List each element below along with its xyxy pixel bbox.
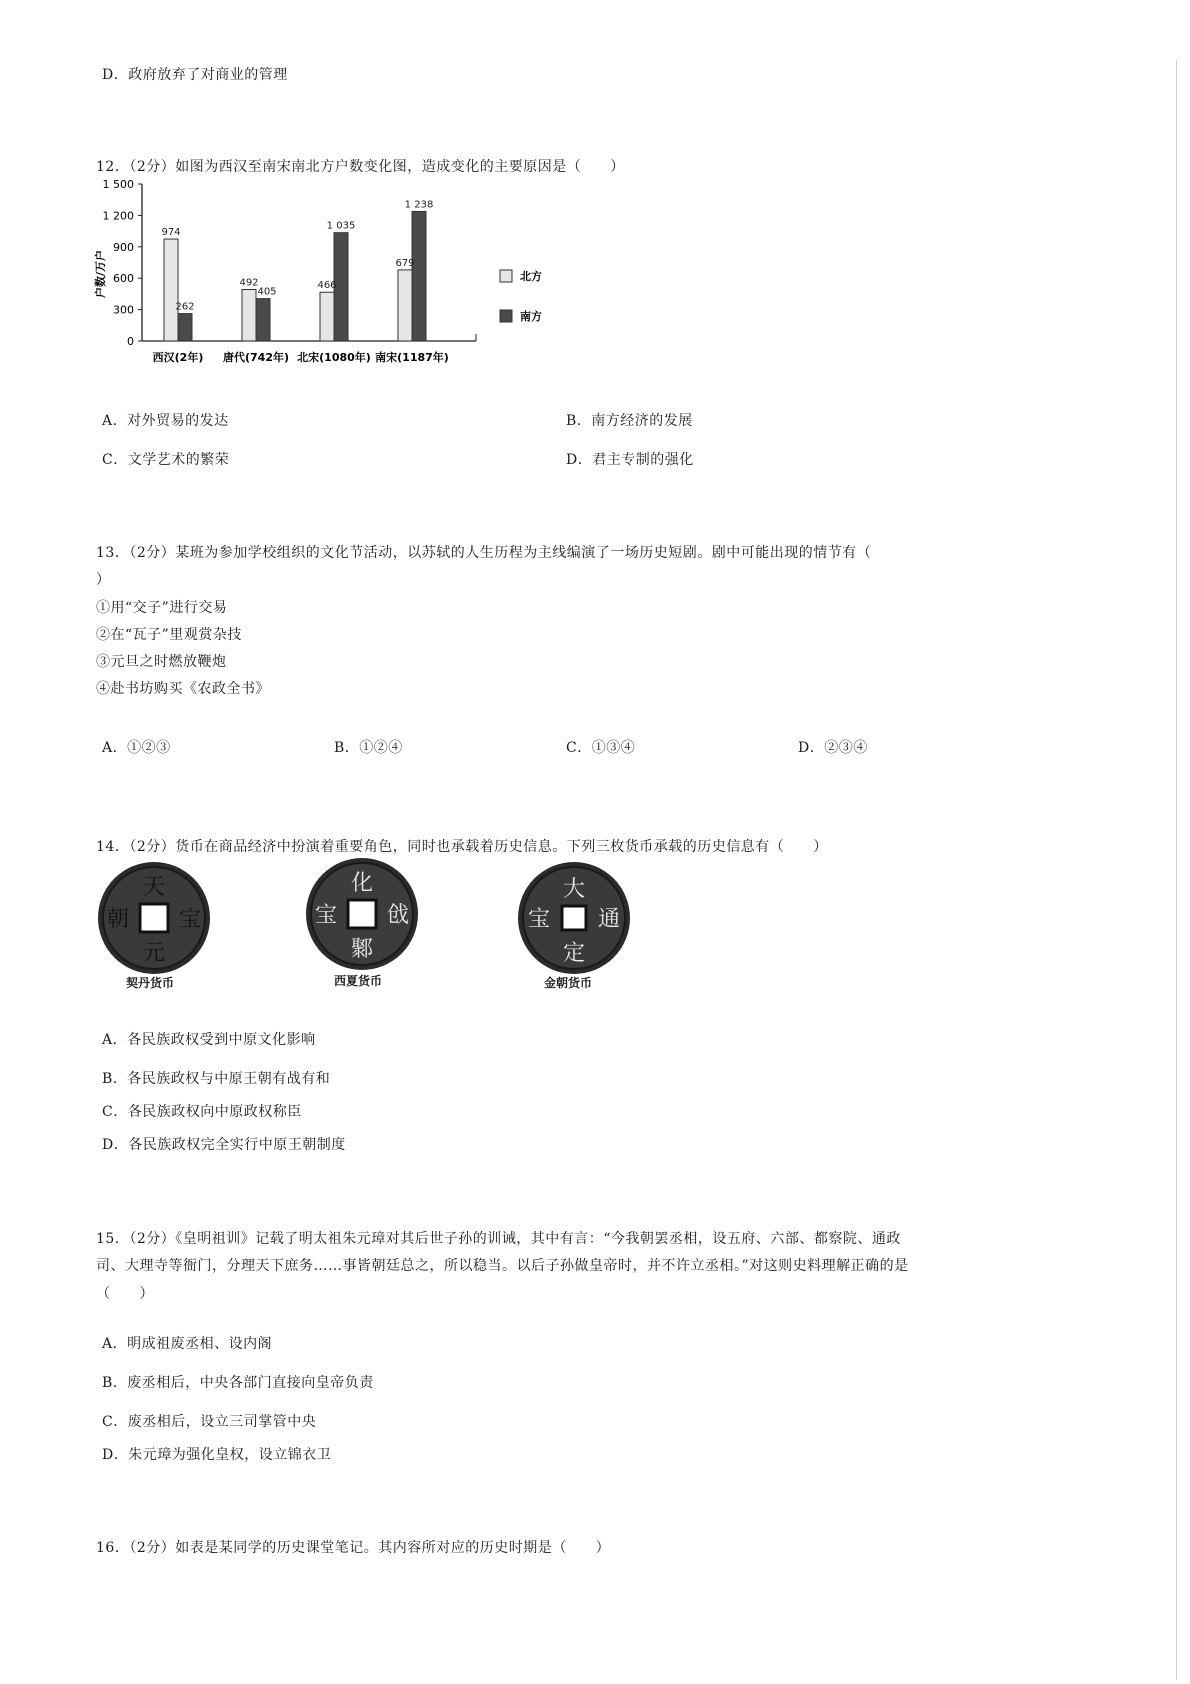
q14-option-d[interactable]: D．各民族政权完全实行中原王朝制度: [102, 1137, 346, 1153]
south-value-label: 1 035: [326, 220, 356, 232]
svg-text:戗: 戗: [386, 903, 410, 928]
q14-option-c[interactable]: C．各民族政权向中原政权称臣: [102, 1104, 302, 1120]
q12-option-d[interactable]: D．君主专制的强化: [566, 452, 694, 468]
legend-north-swatch: [500, 270, 512, 282]
x-category-label: 唐代(742年): [222, 351, 290, 364]
qidan-coin-label: 契丹货币: [126, 976, 175, 990]
q15-stem-line2: 司、大理寺等衙门，分理天下庶务……事皆朝廷总之，所以稳当。以后子孙做皇帝时，并不许立丞相。”对这则史料理解正确的是: [96, 1258, 909, 1274]
y-tick-label: 1 500: [102, 178, 134, 191]
q13-stem-line1: 13．（2分）某班为参加学校组织的文化节活动，以苏轼的人生历程为主线编演了一场历史短剧。剧中可能出现的情节有（: [96, 545, 872, 561]
q12-option-c[interactable]: C．文学艺术的繁荣: [102, 452, 230, 468]
jin-coin-image: [516, 860, 632, 976]
y-tick-label: 0: [127, 335, 134, 348]
north-bar: [242, 290, 256, 341]
svg-text:宝: 宝: [178, 907, 202, 932]
x-category-label: 北宋(1080年): [297, 351, 371, 364]
q13-option-c[interactable]: C．①③④: [566, 740, 636, 756]
north-value-label: 679: [395, 257, 415, 269]
q13-option-d[interactable]: D．②③④: [798, 740, 868, 756]
svg-text:鄹: 鄹: [350, 937, 374, 962]
q12-bar-chart: [96, 174, 566, 374]
q15-option-d[interactable]: D．朱元璋为强化皇权，设立锦衣卫: [102, 1447, 332, 1463]
q13-item-2: ②在“瓦子”里观赏杂技: [96, 627, 242, 643]
q14-option-b[interactable]: B．各民族政权与中原王朝有战有和: [102, 1071, 331, 1087]
svg-text:元: 元: [142, 941, 166, 966]
south-value-label: 1 238: [404, 199, 434, 211]
y-tick-label: 900: [113, 240, 134, 254]
xixia-coin-image: [304, 856, 420, 972]
y-tick-label: 1 200: [102, 209, 134, 223]
q13-item-3: ③元旦之时燃放鞭炮: [96, 654, 227, 670]
q16-stem: 16．（2分）如表是某同学的历史课堂笔记。其内容所对应的历史时期是（ ）: [96, 1540, 611, 1556]
q11-option-d[interactable]: D．政府放弃了对商业的管理: [102, 67, 288, 83]
q13-item-4: ④赴书坊购买《农政全书》: [96, 681, 270, 697]
south-bar: [256, 299, 270, 341]
q12-option-b[interactable]: B．南方经济的发展: [566, 413, 693, 429]
north-bar: [320, 292, 334, 341]
legend-north-label: 北方: [520, 270, 542, 283]
svg-text:定: 定: [562, 941, 586, 966]
svg-text:通: 通: [597, 907, 621, 932]
north-bar: [398, 270, 412, 341]
south-value-label: 262: [175, 301, 195, 313]
legend-south-swatch: [500, 310, 512, 322]
x-category-label: 南宋(1187年): [375, 351, 449, 364]
jin-coin-label: 金朝货币: [544, 976, 593, 990]
q14-stem: 14．（2分）货币在商品经济中扮演着重要角色，同时也承载着历史信息。下列三枚货币承载的历史信息有（ ）: [96, 839, 828, 855]
q15-option-b[interactable]: B．废丞相后，中央各部门直接向皇帝负责: [102, 1375, 374, 1391]
south-bar: [412, 211, 426, 341]
north-value-label: 974: [161, 227, 181, 239]
q13-item-1: ①用“交子”进行交易: [96, 600, 228, 616]
x-category-label: 西汉(2年): [152, 351, 204, 364]
q13-stem-line2: ）: [96, 572, 111, 588]
xixia-coin-label: 西夏货币: [334, 974, 383, 988]
north-value-label: 466: [317, 280, 337, 292]
south-value-label: 405: [257, 286, 277, 298]
svg-text:宝: 宝: [527, 907, 551, 932]
svg-text:朝: 朝: [106, 907, 130, 932]
q13-option-a[interactable]: A．①②③: [102, 740, 171, 756]
north-value-label: 492: [239, 277, 259, 289]
page-edge-line: [1176, 60, 1177, 1680]
qidan-coin-image: [96, 860, 212, 976]
svg-text:化: 化: [350, 871, 374, 896]
q15-stem-line3: （ ）: [96, 1286, 154, 1302]
north-bar: [164, 239, 178, 341]
q15-stem-line1: 15．（2分）《皇明祖训》记载了明太祖朱元璋对其后世子孙的训诫，其中有言：“今我朝罢丞相，设五府、六部、都察院、通政: [96, 1231, 901, 1247]
q13-option-b[interactable]: B．①②④: [334, 740, 403, 756]
q12-stem: 12．（2分）如图为西汉至南宋南北方户数变化图，造成变化的主要原因是（ ）: [96, 159, 625, 175]
q12-option-a[interactable]: A．对外贸易的发达: [102, 413, 229, 429]
y-axis-label: 户数/万户: [94, 249, 107, 299]
south-bar: [178, 314, 192, 341]
q15-option-a[interactable]: A．明成祖废丞相、设内阁: [102, 1336, 273, 1352]
legend-south-label: 南方: [520, 310, 542, 323]
svg-text:宝: 宝: [314, 903, 338, 928]
svg-text:大: 大: [562, 877, 586, 902]
svg-text:天: 天: [142, 875, 166, 900]
y-tick-label: 600: [113, 272, 134, 286]
y-tick-label: 300: [113, 303, 134, 317]
q15-option-c[interactable]: C．废丞相后，设立三司掌管中央: [102, 1414, 317, 1430]
q14-option-a[interactable]: A．各民族政权受到中原文化影响: [102, 1032, 316, 1048]
